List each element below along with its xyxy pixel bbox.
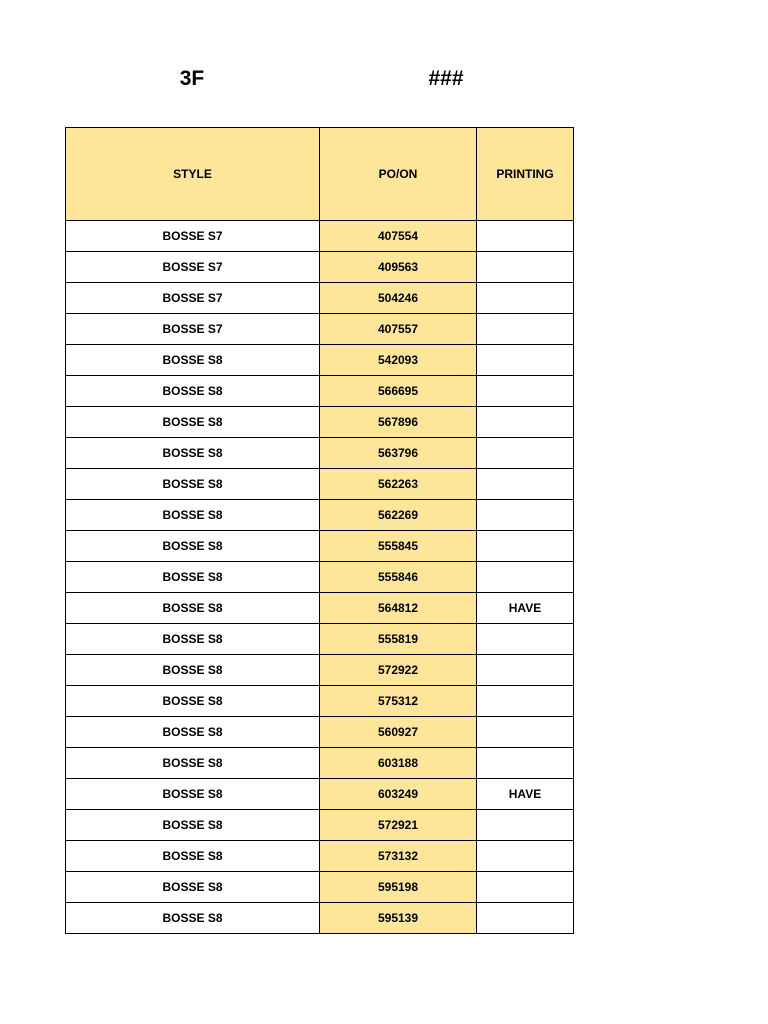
po-cell: 555845 — [320, 531, 477, 562]
po-cell: 562263 — [320, 469, 477, 500]
printing-cell — [477, 810, 574, 841]
table-row — [66, 469, 574, 500]
style-cell: BOSSE S8 — [66, 531, 320, 562]
style-cell: BOSSE S8 — [66, 810, 320, 841]
table-row — [66, 376, 574, 407]
po-cell: 555846 — [320, 562, 477, 593]
printing-cell — [477, 469, 574, 500]
po-cell: 555819 — [320, 624, 477, 655]
printing-cell: HAVE — [477, 593, 574, 624]
table-header-row — [66, 128, 574, 221]
table-row — [66, 748, 574, 779]
style-cell: BOSSE S8 — [66, 438, 320, 469]
style-cell: BOSSE S8 — [66, 407, 320, 438]
style-cell: BOSSE S8 — [66, 655, 320, 686]
printing-cell — [477, 655, 574, 686]
style-cell: BOSSE S8 — [66, 841, 320, 872]
header-floor-label: 3F — [179, 67, 205, 90]
style-cell: BOSSE S8 — [66, 593, 320, 624]
po-cell: 595198 — [320, 872, 477, 903]
column-header-printing: PRINTING — [477, 128, 574, 221]
style-cell: BOSSE S8 — [66, 748, 320, 779]
style-cell: BOSSE S8 — [66, 500, 320, 531]
table-row — [66, 500, 574, 531]
column-header-po: PO/ON — [320, 128, 477, 221]
printing-cell — [477, 841, 574, 872]
style-cell: BOSSE S7 — [66, 221, 320, 252]
printing-cell — [477, 376, 574, 407]
printing-cell — [477, 562, 574, 593]
style-cell: BOSSE S8 — [66, 903, 320, 934]
printing-cell — [477, 407, 574, 438]
column-header-style: STYLE — [66, 128, 320, 221]
style-cell: BOSSE S7 — [66, 283, 320, 314]
printing-cell — [477, 438, 574, 469]
po-cell: 573132 — [320, 841, 477, 872]
po-table — [65, 127, 574, 934]
table-row — [66, 872, 574, 903]
printing-cell — [477, 686, 574, 717]
po-cell: 409563 — [320, 252, 477, 283]
table-row — [66, 841, 574, 872]
printing-cell — [477, 748, 574, 779]
style-cell: BOSSE S8 — [66, 872, 320, 903]
po-cell: 572921 — [320, 810, 477, 841]
po-cell: 567896 — [320, 407, 477, 438]
po-cell: 603249 — [320, 779, 477, 810]
po-cell: 575312 — [320, 686, 477, 717]
po-cell: 504246 — [320, 283, 477, 314]
style-cell: BOSSE S8 — [66, 469, 320, 500]
table-row — [66, 810, 574, 841]
table-row — [66, 624, 574, 655]
printing-cell — [477, 500, 574, 531]
table-row — [66, 655, 574, 686]
printing-cell — [477, 624, 574, 655]
table-row — [66, 345, 574, 376]
po-cell: 595139 — [320, 903, 477, 934]
style-cell: BOSSE S8 — [66, 779, 320, 810]
po-cell: 603188 — [320, 748, 477, 779]
po-cell: 563796 — [320, 438, 477, 469]
po-cell: 407554 — [320, 221, 477, 252]
table-row — [66, 779, 574, 810]
style-cell: BOSSE S8 — [66, 624, 320, 655]
printing-cell — [477, 872, 574, 903]
table-row — [66, 221, 574, 252]
style-cell: BOSSE S8 — [66, 717, 320, 748]
po-cell: 564812 — [320, 593, 477, 624]
po-cell: 560927 — [320, 717, 477, 748]
po-cell: 407557 — [320, 314, 477, 345]
header-overflow-value: ### — [428, 67, 464, 90]
table-row — [66, 438, 574, 469]
style-cell: BOSSE S7 — [66, 252, 320, 283]
printing-cell — [477, 314, 574, 345]
table-row — [66, 562, 574, 593]
table-row — [66, 283, 574, 314]
style-cell: BOSSE S8 — [66, 562, 320, 593]
style-cell: BOSSE S7 — [66, 314, 320, 345]
printing-cell — [477, 531, 574, 562]
po-cell: 562269 — [320, 500, 477, 531]
printing-cell — [477, 221, 574, 252]
style-cell: BOSSE S8 — [66, 376, 320, 407]
table-body — [66, 221, 574, 934]
printing-cell — [477, 717, 574, 748]
table-row — [66, 686, 574, 717]
table-row — [66, 531, 574, 562]
printing-cell — [477, 252, 574, 283]
style-cell: BOSSE S8 — [66, 686, 320, 717]
table-row — [66, 252, 574, 283]
printing-cell: HAVE — [477, 779, 574, 810]
printing-cell — [477, 903, 574, 934]
po-cell: 572922 — [320, 655, 477, 686]
po-cell: 566695 — [320, 376, 477, 407]
table-row — [66, 314, 574, 345]
table-row — [66, 407, 574, 438]
table-row — [66, 593, 574, 624]
table-row — [66, 717, 574, 748]
po-cell: 542093 — [320, 345, 477, 376]
table-row — [66, 903, 574, 934]
printing-cell — [477, 345, 574, 376]
printing-cell — [477, 283, 574, 314]
style-cell: BOSSE S8 — [66, 345, 320, 376]
